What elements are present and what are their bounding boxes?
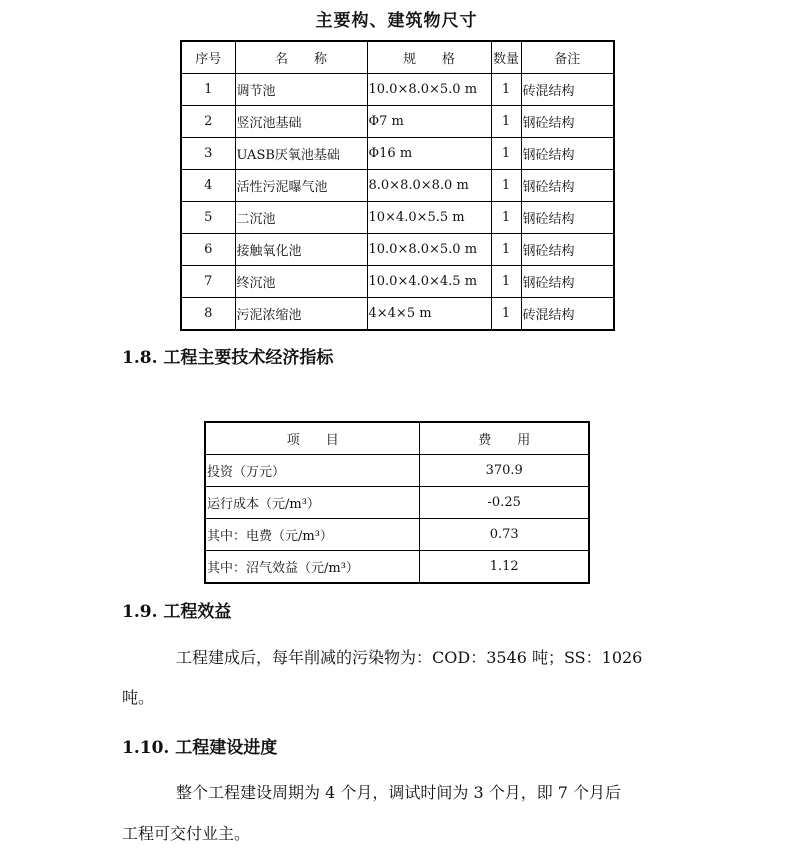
table-row (181, 138, 614, 170)
table-row (181, 202, 614, 234)
cell-quantity: 1 (491, 234, 521, 266)
cell-remark: 钢砼结构 (521, 202, 614, 234)
table-row (181, 74, 614, 106)
cell-index: 8 (181, 298, 235, 331)
section-heading-1-8: 1.8. 工程主要技术经济指标 (122, 348, 334, 368)
cell-name: 竖沉池基础 (235, 106, 367, 138)
paragraph-line: 整个工程建设周期为 4 个月，调试时间为 3 个月，即 7 个月后 (176, 783, 622, 802)
cell-name: 活性污泥曝气池 (235, 170, 367, 202)
cell-name: 污泥浓缩池 (235, 298, 367, 331)
cell-item: 其中：沼气效益（元/m³） (205, 551, 420, 584)
table-row (205, 551, 589, 584)
cell-name: 终沉池 (235, 266, 367, 298)
cell-value: 1.12 (420, 551, 589, 584)
table-row (181, 266, 614, 298)
table-row (181, 170, 614, 202)
cell-remark: 钢砼结构 (521, 234, 614, 266)
cell-spec: 4×4×5 m (367, 298, 491, 331)
cell-value: 0.73 (420, 519, 589, 551)
cell-quantity: 1 (491, 106, 521, 138)
table-row (205, 487, 589, 519)
cell-quantity: 1 (491, 202, 521, 234)
table-title: 主要构、建筑物尺寸 (315, 11, 478, 31)
structures-table (180, 40, 615, 331)
paragraph-line: 吨。 (122, 688, 155, 707)
cell-index: 4 (181, 170, 235, 202)
cell-remark: 钢砼结构 (521, 138, 614, 170)
header-remark: 备注 (521, 41, 614, 74)
cell-spec: 10×4.0×5.5 m (367, 202, 491, 234)
cell-spec: 8.0×8.0×8.0 m (367, 170, 491, 202)
cell-name: UASB厌氧池基础 (235, 138, 367, 170)
header-index: 序号 (181, 41, 235, 74)
paragraph-line: 工程可交付业主。 (122, 824, 251, 843)
table-row (205, 455, 589, 487)
cell-index: 6 (181, 234, 235, 266)
cell-name: 二沉池 (235, 202, 367, 234)
cell-index: 2 (181, 106, 235, 138)
paragraph-line: 工程建成后，每年削减的污染物为：COD：3546 吨；SS：1026 (176, 648, 643, 667)
cell-quantity: 1 (491, 266, 521, 298)
cell-quantity: 1 (491, 138, 521, 170)
cell-value: -0.25 (420, 487, 589, 519)
cell-name: 调节池 (235, 74, 367, 106)
cell-index: 7 (181, 266, 235, 298)
cell-index: 3 (181, 138, 235, 170)
indicators-table (204, 421, 590, 584)
cell-spec: 10.0×8.0×5.0 m (367, 234, 491, 266)
table-row (205, 519, 589, 551)
cell-remark: 钢砼结构 (521, 266, 614, 298)
cell-quantity: 1 (491, 170, 521, 202)
cell-remark: 砖混结构 (521, 298, 614, 331)
cell-name: 接触氧化池 (235, 234, 367, 266)
cell-spec: Φ16 m (367, 138, 491, 170)
header-quantity: 数量 (491, 41, 521, 74)
section-heading-1-9: 1.9. 工程效益 (122, 602, 232, 622)
table-row (181, 234, 614, 266)
cell-item: 运行成本（元/m³） (205, 487, 420, 519)
cell-remark: 砖混结构 (521, 74, 614, 106)
cell-index: 1 (181, 74, 235, 106)
cell-remark: 钢砼结构 (521, 170, 614, 202)
cell-index: 5 (181, 202, 235, 234)
cell-remark: 钢砼结构 (521, 106, 614, 138)
cell-spec: Φ7 m (367, 106, 491, 138)
table-header-row (205, 422, 589, 455)
header-spec: 规 格 (367, 41, 491, 74)
cell-spec: 10.0×4.0×4.5 m (367, 266, 491, 298)
header-item: 项 目 (205, 422, 420, 455)
header-name: 名 称 (235, 41, 367, 74)
table-row (181, 298, 614, 331)
cell-item: 其中：电费（元/m³） (205, 519, 420, 551)
section-heading-1-10: 1.10. 工程建设进度 (122, 738, 278, 758)
table-header-row (181, 41, 614, 74)
table-row (181, 106, 614, 138)
cell-value: 370.9 (420, 455, 589, 487)
cell-quantity: 1 (491, 298, 521, 331)
cell-spec: 10.0×8.0×5.0 m (367, 74, 491, 106)
header-cost: 费 用 (420, 422, 589, 455)
cell-item: 投资（万元） (205, 455, 420, 487)
cell-quantity: 1 (491, 74, 521, 106)
